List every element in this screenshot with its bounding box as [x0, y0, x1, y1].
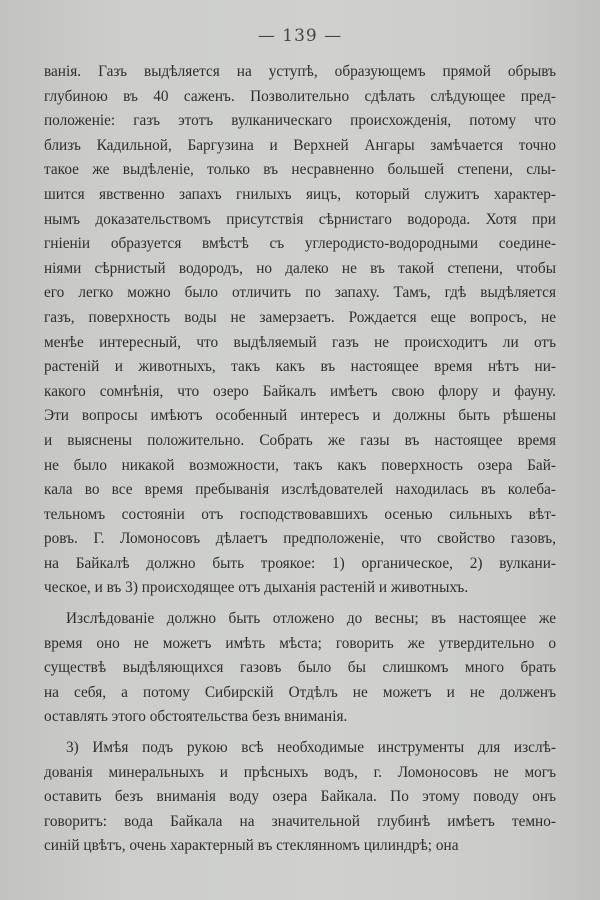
text-line: менѣе интересный, что выдѣляемый газъ не происходитъ ли отъ	[44, 333, 556, 351]
text-line: газъ, поверхность воды не замерзаетъ. Рождается еще вопросъ, не	[44, 308, 556, 326]
text-line: глубиною въ 40 саженъ. Позволительно сдѣлать слѣдующее пред-	[44, 87, 556, 105]
text-line: кала во все время пребыванія изслѣдователей находилась въ колеба-	[44, 481, 556, 499]
text-line: ніями сѣрнистый водородъ, но далеко не въ такой степени, чтобы	[44, 259, 556, 277]
text-line: на себя, а потому Сибирскій Отдѣлъ не можетъ и не долженъ	[44, 683, 556, 701]
text-line: такое же выдѣленіе, только въ несравненно большей степени, слы-	[44, 161, 556, 179]
text-line: его легко можно было отличить по запаху. Тамъ, гдѣ выдѣляется	[44, 284, 556, 302]
page-number: — 139 —	[257, 26, 343, 46]
text-line: Изслѣдованіе должно быть отложено до весны; въ настоящее же	[66, 610, 556, 628]
text-line: ванія. Газъ выдѣляется на уступѣ, образующемъ прямой обрывъ	[44, 63, 556, 80]
paragraph	[44, 607, 556, 730]
paragraph	[44, 60, 556, 601]
paragraph	[44, 736, 556, 859]
text-line: близъ Кадильной, Баргузина и Верхней Ангары замѣчается точно	[44, 136, 556, 154]
text-line: Эти вопросы имѣютъ особенный интересъ и должны быть рѣшены	[44, 407, 556, 425]
text-line: нымъ доказательствомъ присутствія сѣрнистаго водорода. Хотя при	[44, 210, 556, 228]
text-line: говоритъ: вода Байкала на значительной глубинѣ имѣетъ темно-	[44, 812, 556, 830]
text-line: растеній и животныхъ, такъ какъ въ настоящее время нѣтъ ни-	[44, 358, 556, 376]
text-line: ческое, и въ 3) происходящее отъ дыханія растеній и животныхъ.	[44, 579, 469, 597]
text-line: положеніе: газъ этотъ вулканическаго происхожденія, потому что	[44, 112, 556, 130]
text-line: существѣ выдѣляющихся газовъ было бы слишкомъ много брать	[44, 659, 556, 677]
text-line: синій цвѣтъ, очень характерный въ стеклянномъ цилиндрѣ; она	[44, 837, 459, 855]
text-line: 3) Имѣя подъ рукою всѣ необходимые инструменты для изслѣ-	[66, 739, 556, 757]
text-line: гніеніи образуется вмѣстѣ съ углеродисто-водородными соедине-	[44, 235, 556, 253]
text-line: время оно не можетъ имѣть мѣста; говорить же утвердительно о	[44, 634, 556, 652]
text-line: оставить безъ вниманія воду озера Байкала. По этому поводу онъ	[44, 788, 556, 806]
text-line: не было никакой возможности, такъ какъ поверхность озера Бай-	[44, 456, 556, 474]
text-line: на Байкалѣ должно быть троякое: 1) органическое, 2) вулкани-	[44, 554, 556, 572]
body-text	[44, 60, 556, 859]
text-line: оставлять этого обстоятельства безъ вниманія.	[44, 708, 348, 726]
text-line: какого сомнѣнія, что озеро Байкалъ имѣетъ свою флору и фауну.	[44, 382, 556, 400]
text-line: шится явственно запахъ гнилыхъ яицъ, который служитъ характер-	[44, 185, 556, 203]
text-line: ровъ. Г. Ломоносовъ дѣлаетъ предположеніе, что свойство газовъ,	[44, 530, 556, 548]
text-line: дованія минеральныхъ и прѣсныхъ водъ, г. Ломоносовъ не могъ	[44, 763, 556, 781]
text-line: и выяснены положительно. Собрать же газы въ настоящее время	[44, 431, 556, 449]
text-line: тельномъ состояніи отъ господствовавшихъ осенью сильныхъ вѣт-	[44, 505, 556, 523]
